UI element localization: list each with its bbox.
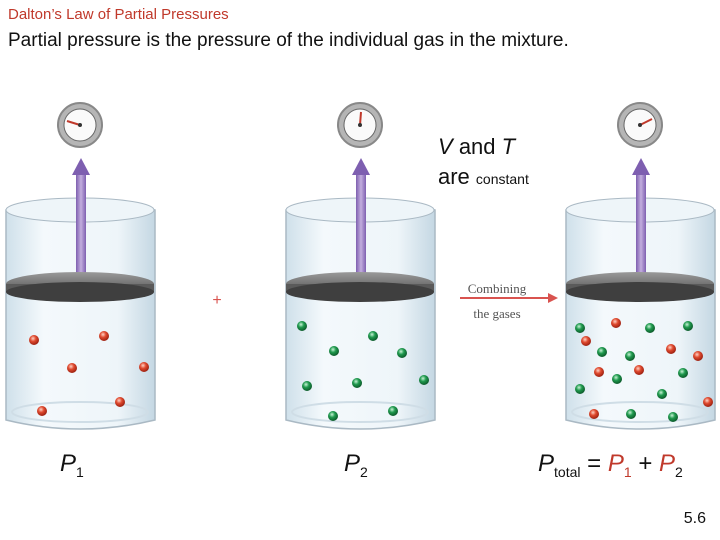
gas-2-particle (612, 374, 622, 384)
gas-2-particle (575, 323, 585, 333)
pressure-gauge-icon (618, 103, 662, 147)
right-arrow-icon (548, 293, 558, 303)
eq-p1-symbol: P (607, 450, 624, 477)
gas-2-particle (419, 375, 429, 385)
gas-2-particle (657, 389, 667, 399)
gas-2-particle (352, 378, 362, 388)
gas-2-particle (368, 331, 378, 341)
gas-1-particle (703, 397, 713, 407)
piston-rod (76, 170, 86, 282)
equals-sign: = (587, 450, 602, 477)
container-1 (6, 103, 155, 429)
page-number: 5.6 (683, 510, 706, 527)
total-pressure-equation (538, 450, 683, 480)
plus-sign: + (212, 292, 222, 309)
gas-1-particle (37, 406, 47, 416)
gas-1-particle (99, 331, 109, 341)
constant-word: constant (475, 171, 529, 187)
gas-2-particle (597, 347, 607, 357)
p2-symbol: P (344, 450, 361, 477)
eq-p1-subscript: 1 (623, 463, 632, 480)
gas-1-particle (666, 344, 676, 354)
p2-label (344, 450, 368, 480)
gas-2-particle (328, 411, 338, 421)
slide-subtitle: Partial pressure is the pressure of the individual gas in the mixture. (8, 30, 569, 51)
gas-2-particle (626, 409, 636, 419)
p1-subscript: 1 (76, 463, 84, 480)
p1-symbol: P (60, 450, 77, 477)
gas-1-particle (693, 351, 703, 361)
gas-2-particle (388, 406, 398, 416)
p1-label (60, 450, 84, 480)
volume-symbol: V (438, 134, 453, 159)
piston-rod (356, 170, 366, 282)
gas-2-particle (678, 368, 688, 378)
gas-1-particle (29, 335, 39, 345)
temperature-symbol: T (501, 134, 516, 159)
container-3 (566, 103, 715, 429)
pressure-gauge-icon (58, 103, 102, 147)
are-word: are (438, 164, 470, 189)
gas-2-particle (329, 346, 339, 356)
up-arrow-icon (632, 158, 650, 175)
constant-condition (438, 132, 529, 194)
gas-2-particle (302, 381, 312, 391)
gas-2-particle (297, 321, 307, 331)
gas-1-particle (139, 362, 149, 372)
container-2 (286, 103, 435, 429)
gas-1-particle (115, 397, 125, 407)
gas-1-particle (634, 365, 644, 375)
gas-1-particle (594, 367, 604, 377)
p2-subscript: 2 (360, 463, 368, 480)
gas-1-particle (581, 336, 591, 346)
eq-p2-symbol: P (659, 450, 676, 477)
gas-1-particle (589, 409, 599, 419)
plus-operator: + (638, 450, 653, 477)
eq-p2-subscript: 2 (675, 463, 683, 480)
gas-2-particle (575, 384, 585, 394)
gas-1-particle (611, 318, 621, 328)
gas-2-particle (397, 348, 407, 358)
slide-title: Dalton’s Law of Partial Pressures (8, 6, 229, 23)
gas-2-particle (668, 412, 678, 422)
pressure-gauge-icon (338, 103, 382, 147)
gas-1-particle (67, 363, 77, 373)
arrow-label-line2: the gases (473, 306, 521, 321)
up-arrow-icon (72, 158, 90, 175)
and-word: and (458, 134, 496, 159)
gas-2-particle (683, 321, 693, 331)
gas-2-particle (645, 323, 655, 333)
piston-rod (636, 170, 646, 282)
gas-2-particle (625, 351, 635, 361)
arrow-label-line1: Combining (467, 281, 527, 296)
combining-arrow (460, 281, 558, 321)
ptotal-symbol: P (538, 450, 555, 477)
up-arrow-icon (352, 158, 370, 175)
ptotal-subscript: total (554, 463, 581, 480)
